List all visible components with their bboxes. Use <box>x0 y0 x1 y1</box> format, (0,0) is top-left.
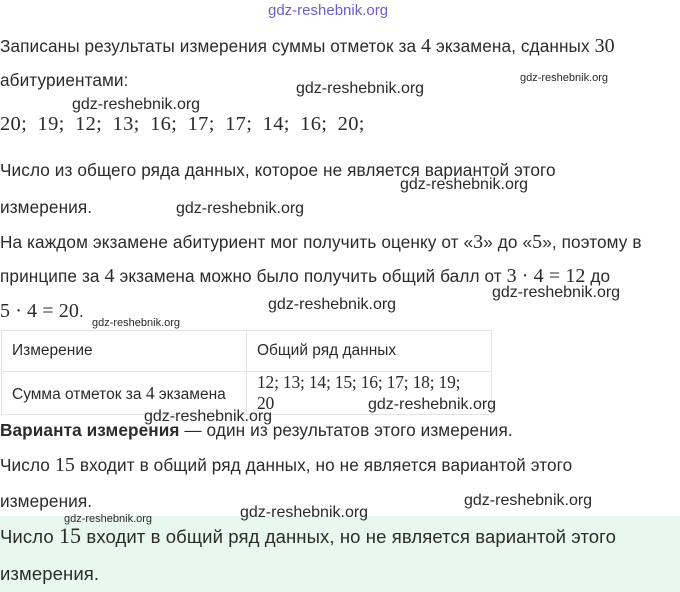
watermark: gdz-reshebnik.org <box>492 284 621 301</box>
explanation-line-2: принципе за 4 экзамена можно было получить общий балл от 3 · 4 = 12 до <box>0 265 611 287</box>
watermark: gdz-reshebnik.org <box>268 296 397 313</box>
watermark: gdz-reshebnik.org <box>92 317 181 329</box>
applicant-count: 30 <box>594 35 615 57</box>
watermark: gdz-reshebnik.org <box>368 396 497 413</box>
conclusion-line-1: Число 15 входит в общий ряд данных, но не является вариантой этого <box>0 454 573 476</box>
watermark: gdz-reshebnik.org <box>64 513 153 525</box>
answer-box <box>0 516 680 592</box>
grade-max: 5 <box>532 231 543 253</box>
watermark: gdz-reshebnik.org <box>72 96 201 113</box>
watermark: gdz-reshebnik.org <box>400 176 529 193</box>
watermark: gdz-reshebnik.org <box>176 200 305 217</box>
intro-line-1: Записаны результаты измерения суммы отметок за 4 экзамена, сданных 30 <box>0 35 615 57</box>
answer-line-1: Число 15 входит в общий ряд данных, но не является вариантой этого <box>0 523 617 548</box>
watermark-top: gdz-reshebnik.org <box>268 2 389 19</box>
watermark: gdz-reshebnik.org <box>144 408 273 425</box>
definition: Варианта измерения — один из результатов этого измерения. <box>0 420 513 440</box>
watermark: gdz-reshebnik.org <box>240 504 369 521</box>
question-line-2: измерения. <box>0 197 93 217</box>
max-total-expression: 5 · 4 = 20 <box>0 300 79 322</box>
table-header-series: Общий ряд данных <box>247 331 492 372</box>
exam-count: 4 <box>420 35 432 57</box>
intro-line-2: абитуриентами: <box>0 70 129 90</box>
answer-number: 15 <box>58 523 82 548</box>
table-cell-measurement: Сумма отметок за 4 экзамена <box>2 372 247 415</box>
watermark: gdz-reshebnik.org <box>464 492 593 509</box>
conclusion-line-2: измерения. <box>0 491 93 511</box>
watermark: gdz-reshebnik.org <box>520 72 609 84</box>
min-total-expression: 3 · 4 = 12 <box>506 265 586 287</box>
grade-min: 3 <box>473 231 484 253</box>
score-sequence: 20; 19; 12; 13; 16; 17; 17; 14; 16; 20; <box>0 113 365 135</box>
table-header-measurement: Измерение <box>2 331 247 372</box>
table-cell-series: 12; 13; 14; 15; 16; 17; 18; 19; 20 <box>247 372 492 415</box>
definition-term: Варианта измерения <box>0 420 180 440</box>
explanation-line-3: 5 · 4 = 20. <box>0 300 84 322</box>
answer-line-2: измерения. <box>0 563 100 584</box>
explanation-line-1: На каждом экзамене абитуриент мог получить оценку от «3» до «5», поэтому в <box>0 231 642 253</box>
question-line-1: Число из общего ряда данных, которое не является вариантой этого <box>0 160 556 180</box>
watermark: gdz-reshebnik.org <box>296 80 425 97</box>
table-header-row <box>2 331 492 372</box>
